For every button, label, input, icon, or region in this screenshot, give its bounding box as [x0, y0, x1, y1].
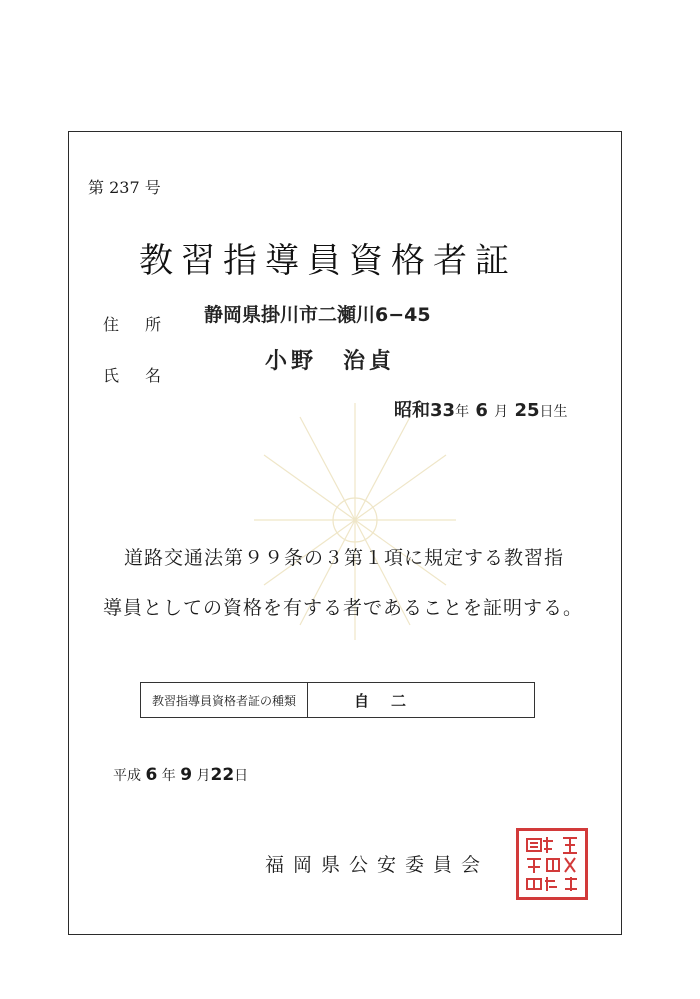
certificate-title: 教習指導員資格者証 — [139, 241, 517, 281]
date-of-birth — [394, 396, 568, 422]
issue-day-unit: 日 — [234, 768, 249, 784]
issue-day: 22 — [210, 765, 235, 785]
issue-era: 平成 — [113, 768, 141, 784]
name-value: 小野 治貞 — [265, 349, 396, 374]
certificate-number: 第 237 号 — [88, 178, 161, 197]
name-label: 氏名 — [103, 366, 188, 385]
issue-year-unit: 年 — [161, 768, 176, 784]
dob-day: 25 — [514, 400, 540, 421]
certification-text-line-1: 道路交通法第９９条の３第１項に規定する教習指 — [124, 547, 565, 569]
dob-year-unit: 年 — [455, 404, 470, 420]
dob-era: 昭和 — [394, 400, 430, 421]
license-type-value: 自二 — [353, 691, 428, 710]
dob-year: 33 — [430, 400, 456, 421]
address-label: 住所 — [103, 315, 188, 334]
address-value: 静岡県掛川市二瀬川6−45 — [204, 304, 431, 326]
dob-month-unit: 月 — [494, 404, 509, 420]
issue-month: 9 — [180, 765, 193, 785]
official-seal-stamp — [516, 828, 588, 900]
license-type-table — [140, 682, 535, 718]
issue-year: 6 — [145, 765, 158, 785]
issuer-name: 福岡県公安委員会 — [265, 854, 490, 876]
license-type-label: 教習指導員資格者証の種類 — [141, 683, 308, 717]
issue-month-unit: 月 — [196, 768, 211, 784]
certification-text-line-2: 導員としての資格を有する者であることを証明する。 — [103, 597, 584, 619]
dob-day-unit: 日生 — [539, 404, 568, 420]
dob-month: 6 — [475, 400, 488, 421]
issue-date — [113, 765, 248, 785]
